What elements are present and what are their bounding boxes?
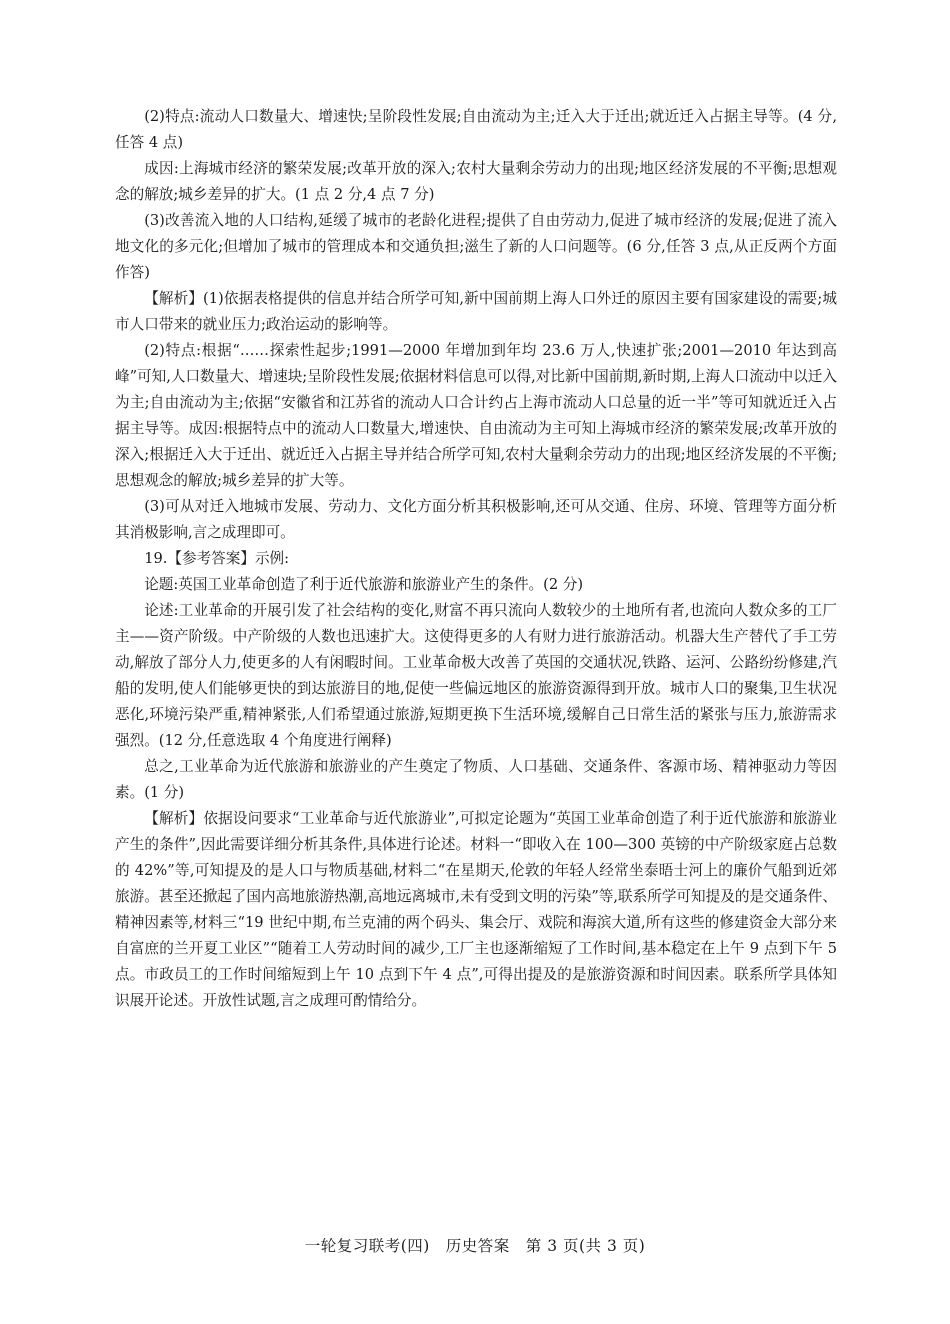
question-19-conclusion: 总之,工业革命为近代旅游和旅游业的产生奠定了物质、人口基础、交通条件、客源市场、精神驱动力等因素。(1 分) (115, 758, 837, 801)
analysis-2: (2)特点:根据“……探索性起步;1991—2000 年增加到年均 23.6 万人,快速扩张;2001—2010 年达到高峰”可知,人口数量大、增速块;呈阶段性发展;依据材料信息可以得,对比新中国前期,新时期,上海人口流动中以迁入为主;自由流动为主;依据“安徽省和江苏省的流动人口合计约占上海市流动人口总量的近一半”等可知就近迁入占据主导等。成因:根据特点中的流动人口数量大,增速快、自由流动为主可知上海城市经济的繁荣发展;改革开放的深入;根据迁入大于迁出、就近迁入占据主导并结合所学可知,农村大量剩余劳动力的出现;地区经济发展的不平衡;思想观念的解放;城乡差异的扩大等。 (115, 342, 837, 489)
question-19-header: 19.【参考答案】示例: (144, 550, 290, 567)
answer-3-impact: (3)改善流入地的人口结构,延缓了城市的老龄化进程;提供了自由劳动力,促进了城市经济的发展;促进了流入地文化的多元化;但增加了城市的管理成本和交通负担;滋生了新的人口问题等。(6 分,任答 3 点,从正反两个方面作答) (115, 212, 837, 281)
analysis-3: (3)可从对迁入地城市发展、劳动力、文化方面分析其积极影响,还可从交通、住房、环境、管理等方面分析其消极影响,言之成理即可。 (115, 498, 837, 541)
question-19-argument: 论述:工业革命的开展引发了社会结构的变化,财富不再只流向人数较少的土地所有者,也流向人数众多的工厂主——资产阶级。中产阶级的人数也迅速扩大。这使得更多的人有财力进行旅游活动。机器大生产替代了手工劳动,解放了部分人力,使更多的人有闲暇时间。工业革命极大改善了英国的交通状况,铁路、运河、公路纷纷修建,汽船的发明,使人们能够更快的到达旅游目的地,促使一些偏远地区的旅游资源得到开放。城市人口的聚集,卫生状况恶化,环境污染严重,精神紧张,人们希望通过旅游,短期更换下生活环境,缓解自己日常生活的紧张与压力,旅游需求强烈。(12 分,任意选取 4 个角度进行阐释) (115, 602, 837, 749)
question-19-thesis: 论题:英国工业革命创造了利于近代旅游和旅游业产生的条件。(2 分) (144, 576, 584, 593)
analysis-1: 【解析】(1)依据表格提供的信息并结合所学可知,新中国前期上海人口外迁的原因主要有国家建设的需要;城市人口带来的就业压力;政治运动的影响等。 (115, 290, 837, 333)
answer-2-features: (2)特点:流动人口数量大、增速快;呈阶段性发展;自由流动为主;迁入大于迁出;就近迁入占据主导等。(4 分,任答 4 点) (115, 108, 837, 151)
answer-page (115, 104, 837, 1014)
answer-2-causes: 成因:上海城市经济的繁荣发展;改革开放的深入;农村大量剩余劳动力的出现;地区经济发展的不平衡;思想观念的解放;城乡差异的扩大。(1 点 2 分,4 点 7 分) (115, 160, 837, 203)
question-19-analysis: 【解析】依据设问要求“工业革命与近代旅游业”,可拟定论题为“英国工业革命创造了利于近代旅游和旅游业产生的条件”,因此需要详细分析其条件,具体进行论述。材料一“即收入在 100—300 英镑的中产阶级家庭占总数的 42%”等,可知提及的是人口与物质基础,材料二“在星期天,伦敦的年轻人经常坐泰晤士河上的廉价气船到近郊旅游。甚至还掀起了国内高地旅游热潮,高地远离城市,未有受到文明的污染”等,联系所学可知提及的是交通条件、精神因素等,材料三“19 世纪中期,布兰克浦的两个码头、集会厅、戏院和海滨大道,所有这些的修建资金大部分来自富庶的兰开夏工业区”“随着工人劳动时间的减少,工厂主也逐渐缩短了工作时间,基本稳定在上午 9 点到下午 5 点。市政员工的工作时间缩短到上午 10 点到下午 4 点”,可得出提及的是旅游资源和时间因素。联系所学具体知识展开论述。开放性试题,言之成理可酌情给分。 (115, 810, 837, 1009)
page-footer: 一轮复习联考(四) 历史答案 第 3 页(共 3 页) (304, 1237, 646, 1255)
